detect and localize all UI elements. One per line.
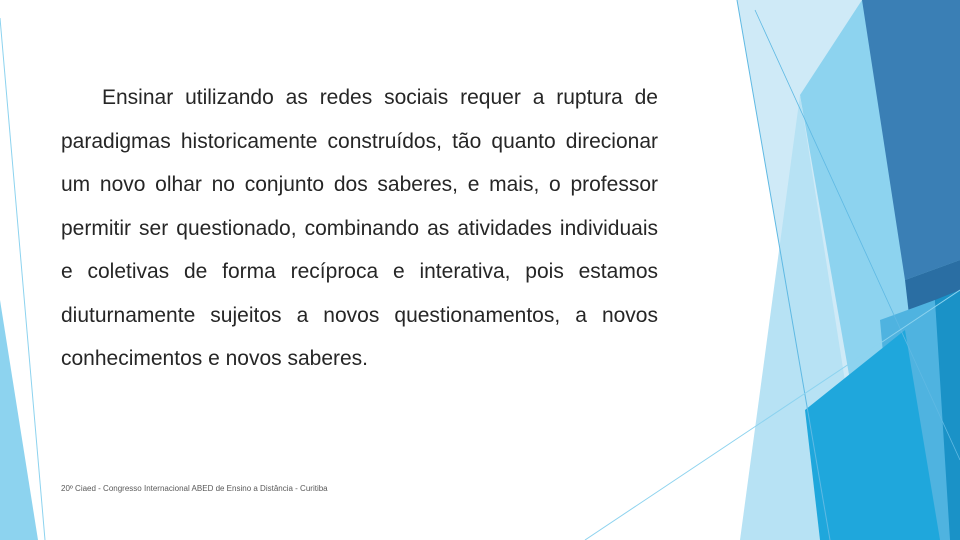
left-edge-stripe	[0, 300, 38, 540]
body-paragraph: Ensinar utilizando as redes sociais requer a ruptura de paradigmas historicamente construídos, tão quanto direcionar um novo olhar no conjunto dos saberes, e mais, o professor permitir ser questionado, combinando as atividades individuais e coletivas de forma recíproca e interativa, pois estamos diuturnamente sujeitos a novos questionamentos, a novos conhecimentos e novos saberes.	[61, 86, 658, 370]
footer-text: 20º Ciaed - Congresso Internacional ABED de Ensino a Distância - Curitiba	[61, 484, 328, 493]
